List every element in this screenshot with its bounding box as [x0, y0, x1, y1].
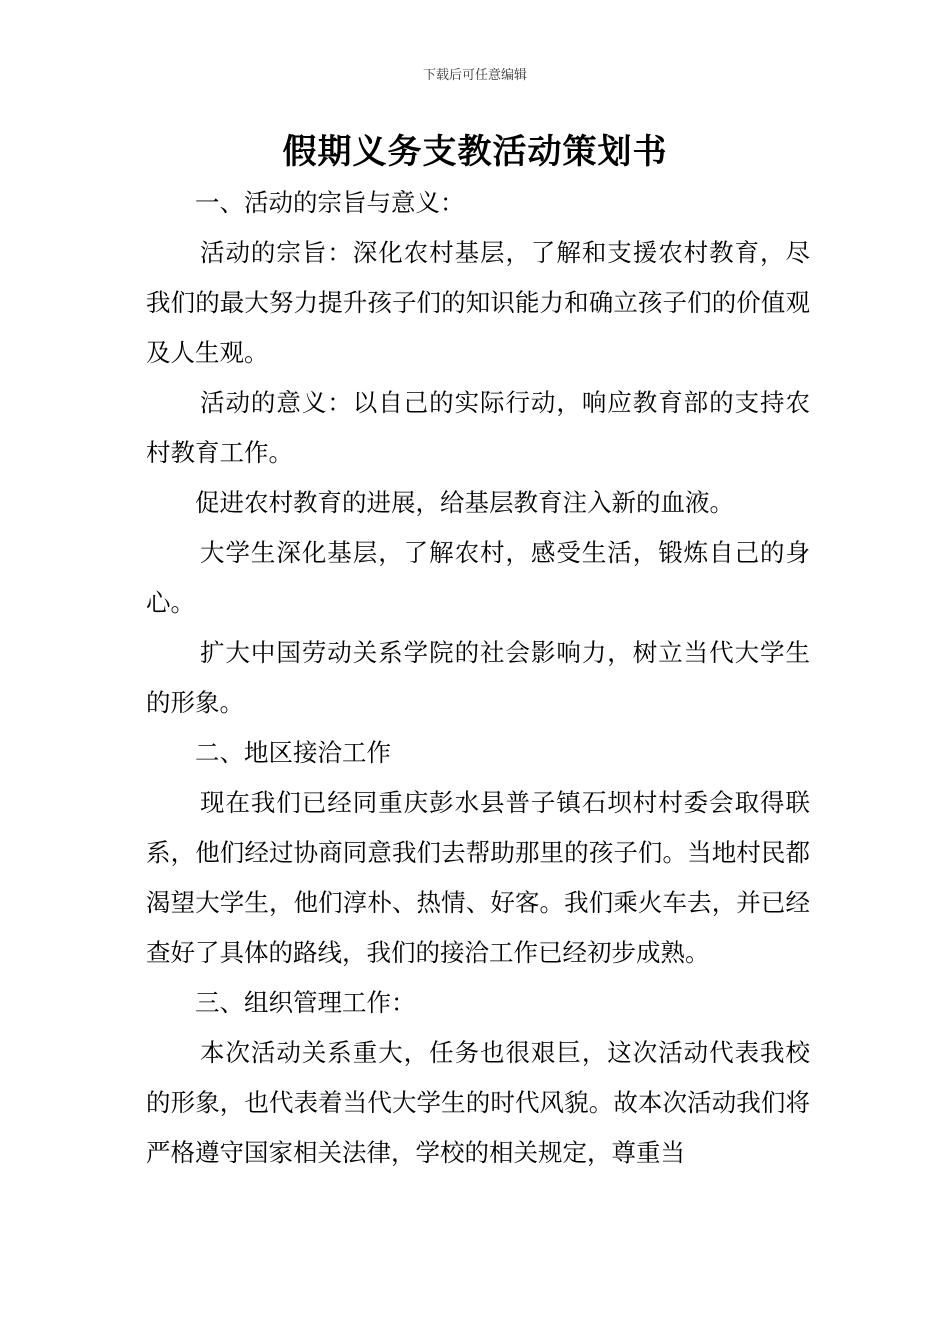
paragraph-expand-influence: 扩大中国劳动关系学院的社会影响力，树立当代大学生的形象。: [146, 638, 810, 717]
paragraph-purpose: 活动的宗旨：深化农村基层，了解和支援农村教育，尽我们的最大努力提升孩子们的知识能力和确立孩子们的价值观及人生观。: [146, 238, 810, 367]
header-note: 下载后可任意编辑: [422, 68, 527, 83]
paragraph-students-grassroots: 大学生深化基层，了解农村，感受生活，锻炼自己的身心。: [146, 538, 810, 617]
document-body: [146, 178, 810, 1178]
paragraph-promote-education: 促进农村教育的进展，给基层教育注入新的血液。: [195, 488, 734, 517]
document-title: 假期义务支教活动策划书: [282, 132, 668, 172]
paragraph-management: 本次活动关系重大，任务也很艰巨，这次活动代表我校的形象，也代表着当代大学生的时代风貌。故本次活动我们将严格遵守国家相关法律，学校的相关规定，尊重当: [146, 1038, 810, 1167]
section-heading-liaison: 二、地区接洽工作: [195, 738, 391, 767]
paragraph-significance: 活动的意义：以自己的实际行动，响应教育部的支持农村教育工作。: [146, 388, 810, 467]
section-heading-management: 三、组织管理工作：: [195, 988, 416, 1017]
paragraph-liaison: 现在我们已经同重庆彭水县普子镇石坝村村委会取得联系，他们经过协商同意我们去帮助那里的孩子们。当地村民都渴望大学生，他们淳朴、热情、好客。我们乘火车去，并已经查好了具体的路线，我们的接洽工作已经初步成熟。: [146, 788, 810, 967]
section-heading-purpose: 一、活动的宗旨与意义：: [195, 188, 465, 217]
